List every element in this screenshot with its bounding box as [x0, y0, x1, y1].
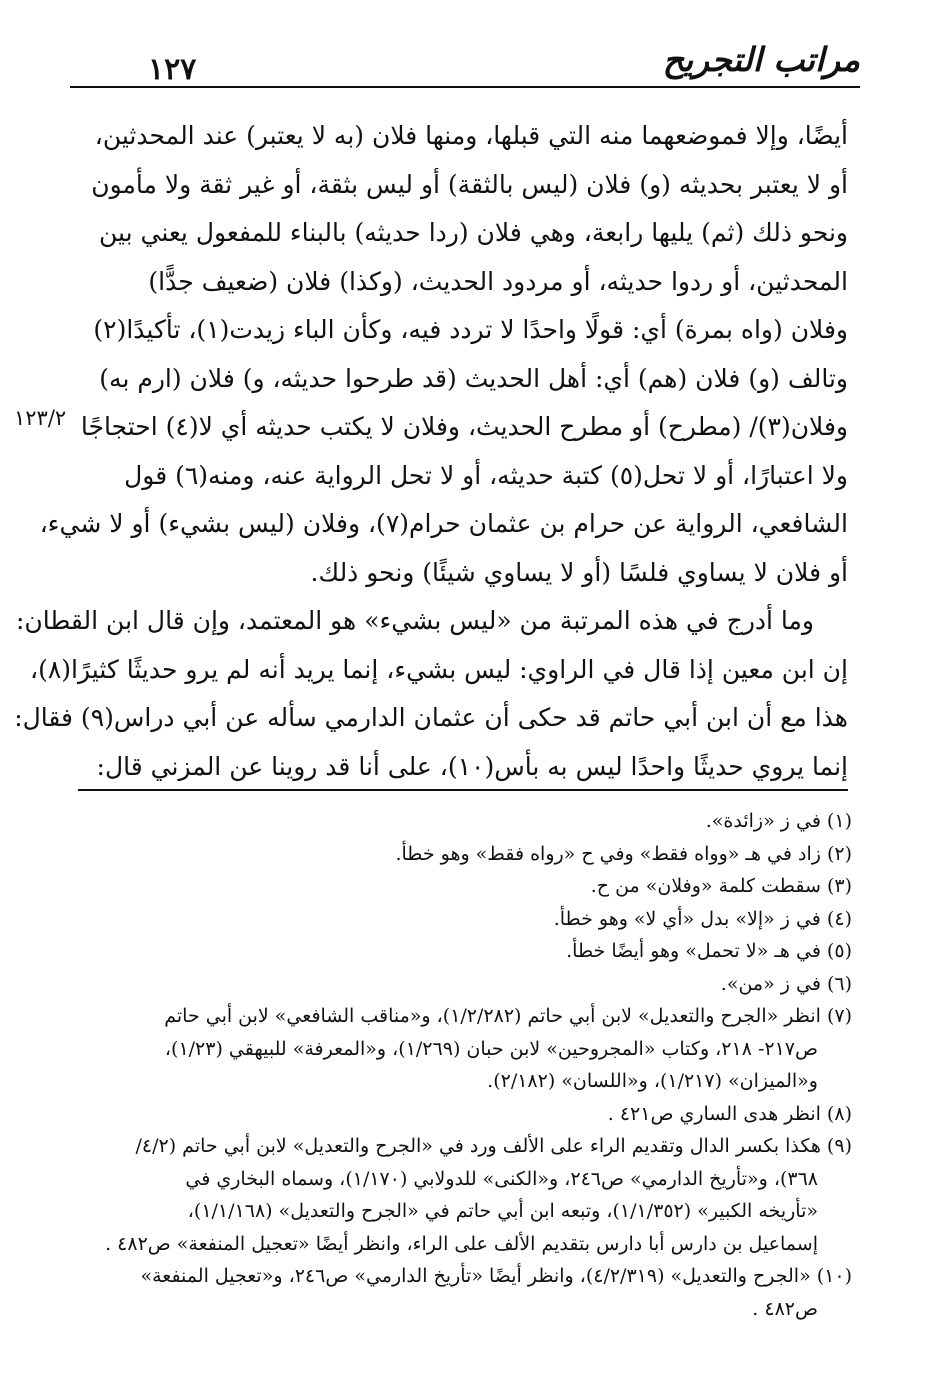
footnote: (٩) هكذا بكسر الدال وتقديم الراء على الألف ورد في «الجرح والتعديل» لابن أبي حاتم (٤/٢/ — [135, 1135, 852, 1157]
footnote-continuation: ص٤٨٢ . — [752, 1297, 818, 1320]
page-number: ١٢٧ — [148, 52, 197, 87]
footnote-continuation: ص٢١٧- ٢١٨، وكتاب «المجروحين» لابن حبان (١/٢٦٩)، و«المعرفة» للبيهقي (١/٢٣)، — [164, 1037, 818, 1060]
footnote: (٢) زاد في هـ «وواه فقط» وفي ح «رواه فقط» وهو خطأ. — [395, 842, 852, 865]
footnote: (٥) في هـ «لا تحمل» وهو أيضًا خطأ. — [566, 940, 852, 962]
footnote: (٨) انظر هدى الساري ص٤٢١ . — [607, 1102, 852, 1125]
text-line: ولا اعتبارًا، أو لا تحل(٥) كتبة حديثه، أو لا تحل الرواية عنه، ومنه(٦) قول — [124, 460, 848, 490]
running-header — [70, 40, 860, 90]
footnotes — [70, 805, 852, 1325]
text-line: وفلان (واه بمرة) أي: قولًا واحدًا لا تردد فيه، وكأن الباء زيدت(١)، تأكيدًا(٢) — [93, 315, 848, 344]
footnote: (١٠) «الجرح والتعديل» (٤/٢/٣١٩)، وانظر أيضًا «تأريخ الدارمي» ص٢٤٦، و«تعجيل المنفعة» — [140, 1265, 852, 1287]
text-line: وفلان(٣)/ (مطرح) أو مطرح الحديث، وفلان لا يكتب حديثه أي لا(٤) احتجاجًا — [80, 412, 848, 441]
header-rule — [70, 86, 860, 88]
text-line: وما أدرج في هذه المرتبة من «ليس بشيء» هو المعتمد، وإن قال ابن القطان: — [15, 606, 814, 635]
footnote: (٤) في ز «إلا» بدل «أي لا» وهو خطأ. — [553, 907, 852, 930]
text-line: أو فلان لا يساوي فلسًا (أو لا يساوي شيئًا) ونحو ذلك. — [310, 557, 848, 587]
text-line: إن ابن معين إذا قال في الراوي: ليس بشيء، إنما يريد أنه لم يرو حديثًا كثيرًا(٨)، — [30, 654, 848, 684]
chapter-title: مراتب التجريح — [662, 40, 860, 79]
text-line: الشافعي، الرواية عن حرام بن عثمان حرام(٧)، وفلان (ليس بشيء) أو لا شيء، — [39, 509, 848, 538]
text-line: أيضًا، وإلا فموضعهما منه التي قبلها، ومنها فلان (به لا يعتبر) عند المحدثين، — [94, 121, 848, 150]
margin-reference: ١٢٣/٢ — [14, 406, 67, 430]
text-line: إنما يروي حديثًا واحدًا ليس به بأس(١٠)، على أنا قد روينا عن المزني قال: — [78, 743, 848, 791]
footnote-continuation: «تأريخه الكبير» (١/١/٣٥٢)، وتبعه ابن أبي حاتم في «الجرح والتعديل» (١/١/١٦٨)، — [187, 1200, 818, 1222]
text-line: وتالف (و) فلان (هم) أي: أهل الحديث (قد طرحوا حديثه، و) فلان (ارم به) — [99, 363, 848, 393]
footnote: (١) في ز «زائدة». — [705, 810, 852, 832]
footnote-continuation: و«الميزان» (١/٢١٧)، و«اللسان» (٢/١٨٢). — [487, 1070, 818, 1092]
footnote-continuation: إسماعيل بن دارس أبا دارس بتقديم الألف على الراء، وانظر أيضًا «تعجيل المنفعة» ص٤٨٢ . — [105, 1232, 818, 1255]
footnote: (٧) انظر «الجرح والتعديل» لابن أبي حاتم (١/٢/٢٨٢)، و«مناقب الشافعي» لابن أبي حاتم — [164, 1005, 852, 1027]
text-line: المحدثين، أو ردوا حديثه، أو مردود الحديث، (وكذا) فلان (ضعيف جدًّا) — [148, 266, 848, 296]
text-line: أو لا يعتبر بحديثه (و) فلان (ليس بالثقة) أو ليس بثقة، أو غير ثقة ولا مأمون — [91, 169, 848, 199]
text-line: ونحو ذلك (ثم) يليها رابعة، وهي فلان (ردا حديثه) بالبناء للمفعول يعني بين — [99, 218, 848, 247]
footnote: (٣) سقطت كلمة «وفلان» من ح. — [590, 875, 852, 897]
footnote-continuation: ٣٦٨)، و«تأريخ الدارمي» ص٢٤٦، و«الكنى» للدولابي (١/١٧٠)، وسماه البخاري في — [185, 1167, 818, 1190]
footnote: (٦) في ز «من». — [720, 972, 852, 995]
text-line: هذا مع أن ابن أبي حاتم قد حكى أن عثمان الدارمي سأله عن أبي دراس(٩) فقال: — [14, 703, 848, 732]
